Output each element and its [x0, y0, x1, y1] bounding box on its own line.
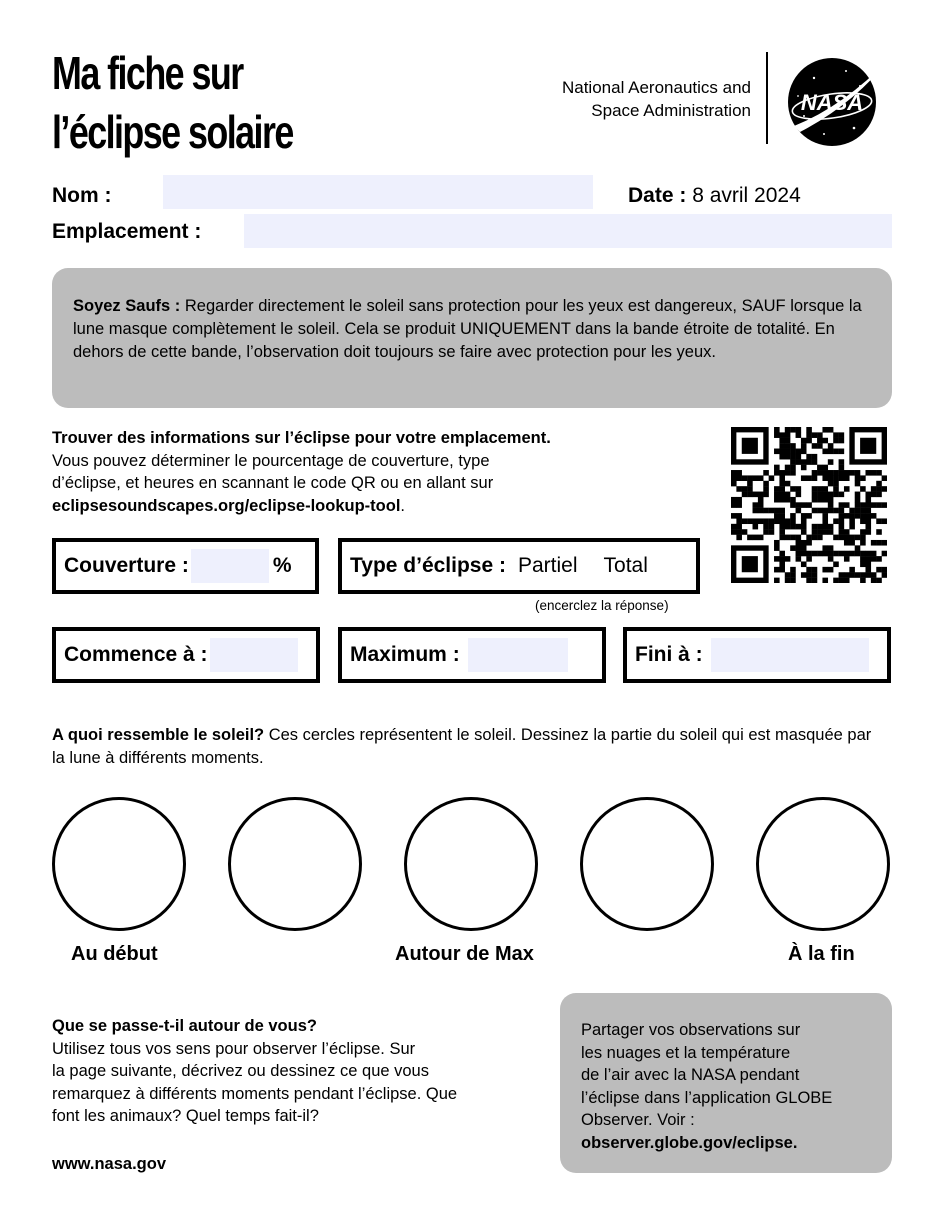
- sun-text: Ces cercles représentent le soleil. Dessinez la partie du soleil qui est masquée par la lune à différents moments.: [52, 726, 872, 767]
- sun-circle-1[interactable]: [52, 797, 186, 931]
- coverage-box: [52, 538, 319, 594]
- nasa-logo-text: NASA: [800, 90, 864, 115]
- coverage-input[interactable]: [191, 549, 269, 583]
- start-time-label: Commence à :: [64, 643, 208, 666]
- nasa-url[interactable]: www.nasa.gov: [52, 1155, 167, 1173]
- safety-notice: [52, 268, 892, 408]
- label-start: Au début: [71, 943, 158, 965]
- location-label: Emplacement :: [52, 220, 202, 243]
- info-period: .: [400, 496, 406, 515]
- around-line-4: font les animaux? Quel temps fait-il?: [52, 1107, 319, 1125]
- nasa-logo: [784, 56, 892, 153]
- page-title: [52, 44, 317, 162]
- around-line-2: la page suivante, décrivez ou dessinez ce que vous: [52, 1062, 429, 1080]
- title-line-1: Ma fiche sur: [52, 47, 243, 99]
- sun-instructions: [52, 724, 882, 769]
- lookup-tool-link[interactable]: eclipsesoundscapes.org/eclipse-lookup-tool: [52, 496, 401, 515]
- share-line-3: de l’air avec la NASA pendant: [581, 1066, 800, 1084]
- name-field[interactable]: [163, 175, 593, 209]
- coverage-unit: %: [272, 554, 292, 577]
- header-divider: [766, 52, 768, 144]
- globe-link[interactable]: observer.globe.gov/eclipse.: [581, 1133, 798, 1152]
- share-line-5: Observer. Voir :: [581, 1111, 695, 1129]
- around-section: [52, 1015, 457, 1128]
- agency-line-1: National Aeronautics and: [561, 78, 751, 97]
- sun-circle-2[interactable]: [228, 797, 362, 931]
- start-time-box: [52, 627, 320, 683]
- info-section: [52, 427, 652, 517]
- safety-heading: Soyez Saufs :: [73, 297, 181, 315]
- max-time-label: Maximum :: [350, 643, 460, 666]
- eclipse-type-label: Type d’éclipse :: [350, 554, 506, 577]
- title-line-2: l’éclipse solaire: [52, 106, 293, 158]
- max-time-box: [338, 627, 606, 683]
- date-value: 8 avril 2024: [692, 184, 801, 207]
- sun-circle-4[interactable]: [580, 797, 714, 931]
- end-time-label: Fini à :: [635, 643, 703, 666]
- around-line-1: Utilisez tous vos sens pour observer l’éclipse. Sur: [52, 1039, 416, 1058]
- agency-name: [562, 76, 751, 122]
- label-end: À la fin: [788, 943, 855, 965]
- sun-heading: A quoi ressemble le soleil?: [52, 726, 265, 744]
- info-heading: Trouver des informations sur l’éclipse pour votre emplacement.: [52, 429, 551, 447]
- start-time-input[interactable]: [210, 638, 298, 672]
- circle-note: (encerclez la réponse): [535, 598, 669, 613]
- name-label: Nom :: [52, 184, 112, 207]
- info-text: Vous pouvez déterminer le pourcentage de couverture, type d’éclipse, et heures en scannant le code QR ou en allant sur: [52, 451, 494, 492]
- date-label: Date :: [628, 184, 687, 207]
- safety-text: Regarder directement le soleil sans protection pour les yeux est dangereux, SAUF lorsque la lune masque complètement le soleil. Cela se produit UNIQUEMENT dans la bande étroite de totalité. En dehors de cette bande, l’observation doit toujours se faire avec protection pour les yeux.: [73, 297, 862, 361]
- sun-circle-5[interactable]: [756, 797, 890, 931]
- eclipse-type-box: [338, 538, 700, 594]
- around-line-3: remarquez à différents moments pendant l’éclipse. Que: [52, 1084, 458, 1103]
- share-line-4: l’éclipse dans l’application GLOBE: [581, 1088, 833, 1107]
- globe-share-box: [560, 993, 892, 1173]
- option-total[interactable]: Total: [603, 554, 648, 577]
- sun-circle-3[interactable]: [404, 797, 538, 931]
- max-time-input[interactable]: [468, 638, 568, 672]
- end-time-box: [623, 627, 891, 683]
- qr-code[interactable]: [731, 427, 887, 588]
- agency-line-2: Space Administration: [591, 101, 751, 120]
- end-time-input[interactable]: [711, 638, 869, 672]
- around-heading: Que se passe-t-il autour de vous?: [52, 1017, 317, 1035]
- share-line-1: Partager vos observations sur: [581, 1021, 801, 1039]
- location-field[interactable]: [244, 214, 892, 248]
- label-max: Autour de Max: [395, 943, 534, 965]
- share-line-2: les nuages et la température: [581, 1043, 791, 1062]
- option-partial[interactable]: Partiel: [518, 554, 578, 577]
- coverage-label: Couverture :: [64, 554, 189, 577]
- date-row: [628, 184, 801, 208]
